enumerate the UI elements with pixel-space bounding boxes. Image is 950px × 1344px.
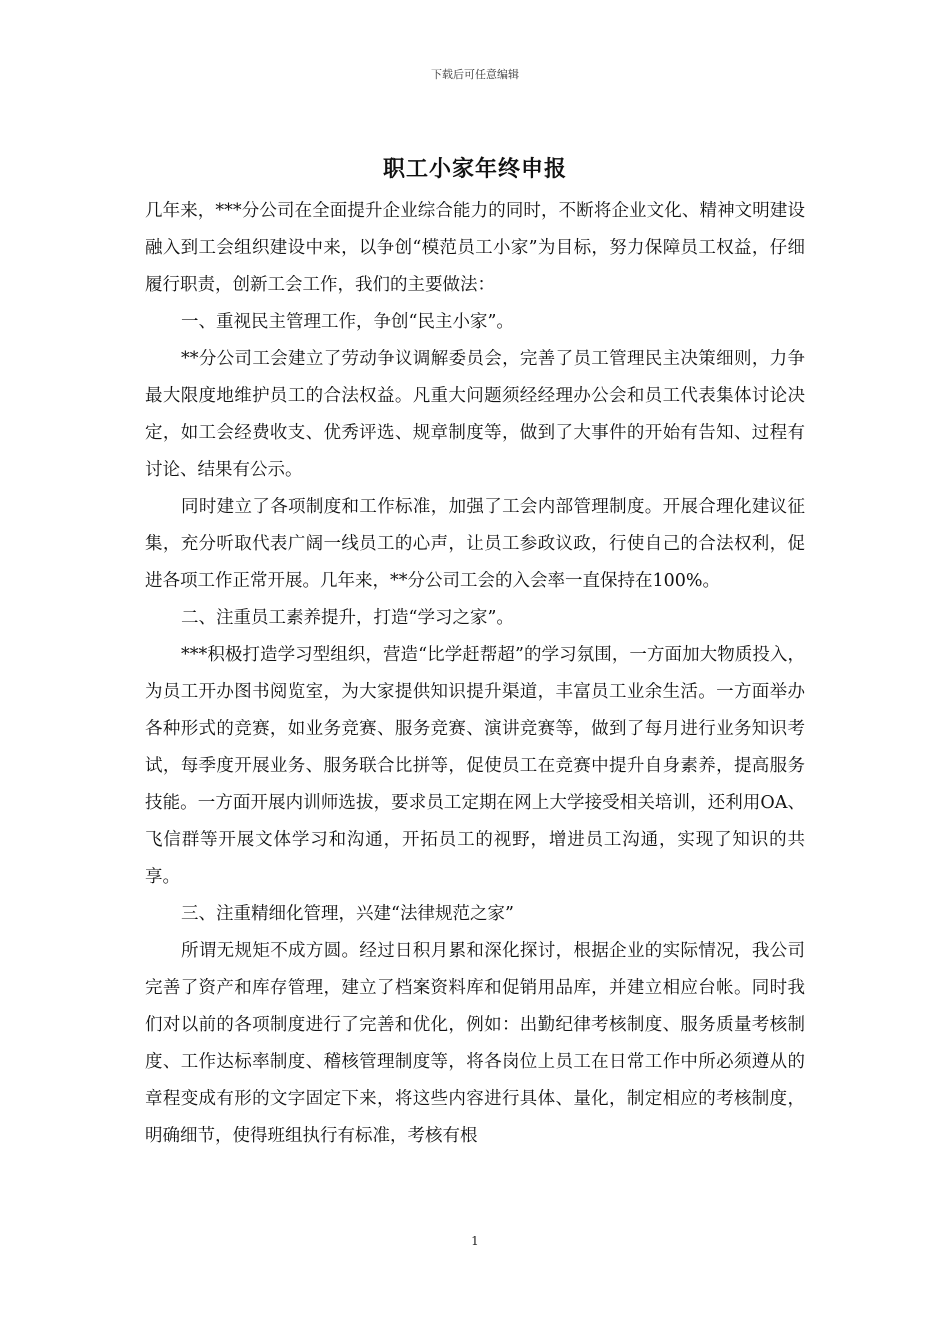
section-heading-1: 一、重视民主管理工作，争创“民主小家”。 [181, 312, 514, 332]
document-title: 职工小家年终申报 [382, 156, 567, 182]
paragraph: ***积极打造学习型组织，营造“比学赶帮超”的学习氛围，一方面加大物质投入，为员工开办图书阅览室，为大家提供知识提升渠道，丰富员工业余生活。一方面举办各种形式的竞赛，如业务竞赛、服务竞赛、演讲竞赛等，做到了每月进行业务知识考试，每季度开展业务、服务联合比拼等，促使员工在竞赛中提升自身素养，提高服务技能。一方面开展内训师选拔，要求员工定期在网上大学接受相关培训，还利用OA、飞信群等开展文体学习和沟通，开拓员工的视野，增进员工沟通，实现了知识的共享。 [145, 645, 805, 887]
paragraph: **分公司工会建立了劳动争议调解委员会，完善了员工管理民主决策细则，力争最大限度地维护员工的合法权益。凡重大问题须经经理办公会和员工代表集体讨论决定，如工会经费收支、优秀评选、规章制度等，做到了大事件的开始有告知、过程有讨论、结果有公示。 [145, 349, 805, 480]
section-heading-2: 二、注重员工素养提升，打造“学习之家”。 [181, 608, 514, 628]
header-note: 下载后可任意编辑 [431, 68, 519, 81]
page-number: 1 [471, 1234, 479, 1248]
document-body [145, 193, 805, 1155]
paragraph: 同时建立了各项制度和工作标准，加强了工会内部管理制度。开展合理化建议征集，充分听取代表广阔一线员工的心声，让员工参政议政，行使自己的合法权利，促进各项工作正常开展。几年来，**分公司工会的入会率一直保持在100%。 [145, 497, 805, 591]
section-heading-3: 三、注重精细化管理，兴建“法律规范之家” [181, 904, 514, 924]
paragraph: 所谓无规矩不成方圆。经过日积月累和深化探讨，根据企业的实际情况，我公司完善了资产和库存管理，建立了档案资料库和促销用品库，并建立相应台帐。同时我们对以前的各项制度进行了完善和优化，例如：出勤纪律考核制度、服务质量考核制度、工作达标率制度、稽核管理制度等，将各岗位上员工在日常工作中所必须遵从的章程变成有形的文字固定下来，将这些内容进行具体、量化，制定相应的考核制度，明确细节，使得班组执行有标准，考核有根 [145, 941, 805, 1146]
paragraph-intro: 几年来，***分公司在全面提升企业综合能力的同时，不断将企业文化、精神文明建设融入到工会组织建设中来，以争创“模范员工小家”为目标，努力保障员工权益，仔细履行职责，创新工会工作，我们的主要做法： [145, 201, 805, 295]
